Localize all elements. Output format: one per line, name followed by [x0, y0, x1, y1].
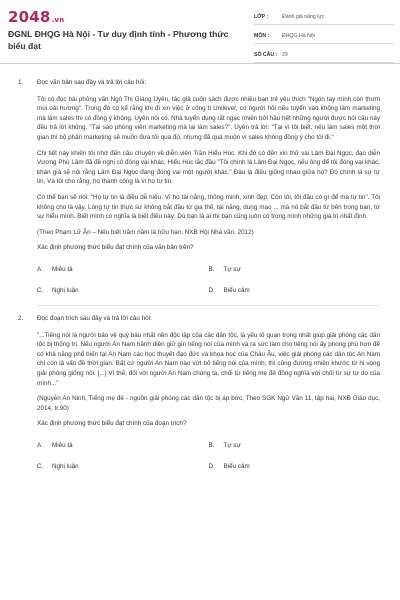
option-text: Nghị luận	[52, 462, 79, 470]
option-letter: C.	[37, 286, 44, 294]
option-letter: B.	[208, 265, 215, 273]
meta-key: MÔN :	[254, 33, 270, 39]
option-letter: B.	[208, 442, 215, 450]
option-text: Biểu cảm	[223, 462, 250, 470]
option-c[interactable]	[37, 286, 209, 296]
meta-value: ĐHQG Hà Nội	[282, 33, 315, 39]
passage-source: (Nguyễn An Ninh, Tiếng mẹ đẻ - nguồn giải phóng các dân tộc bị áp bức, Theo SGK Ngữ Văn 11, tập hai, NXB Giáo dục, 2014, tr.90)	[37, 395, 380, 412]
header-divider	[0, 63, 400, 64]
option-letter: A.	[37, 265, 43, 273]
answer-options	[37, 265, 380, 295]
passage-paragraph: Tôi có đọc bài phỏng vấn Ngô Thị Giáng Uyên, tác giả cuốn sách được nhiều bạn trẻ yêu thích "Ngón tay mình còn thơm mùi oải hương". Trong đó có kể rằng khi đi xin việc ở công ti Unilever, có người hỏi nếu tuyển vào không làm marketing mà làm sales thì có đồng ý không. Uyên nói có. Nhà tuyển dụng rất ngạc nhiên bởi hầu hết những người được hỏi câu này đều trả lời không. "Tại sao phóng viên marketing mà lại làm sales?". Uyên trả lời: "Tại vì tôi biết, nếu làm sales một thời gian thì bộ phận marketing sẽ muốn đưa tôi qua đó, nhưng đã quá muộn vì sales không đồng ý cho tôi đi."	[37, 95, 380, 141]
passage-paragraph: "...Tiếng nói là người bảo vệ quý báu nhất nền độc lập của các dân tộc, là yếu tố quan trọng nhất giúp giải phóng các dân tộc bị thống trị. Nếu người An Nam hãnh diện giữ gìn tiếng nói của mình và ra sức làm cho tiếng nói ấy phong phú hơn để có khả năng phổ biến tại An Nam các học thuyết đạo đức và khoa học của Châu Âu, việc giải phóng các dân tộc An Nam chỉ còn là vấn đề thời gian. Bất cứ người An Nam nào vứt bỏ tiếng nói của mình, thì cũng đương nhiên khước từ hi vọng giải phóng giống nòi. [...] Vì thế, đối với người An Nam chúng ta, chối từ tiếng mẹ đẻ đồng nghĩa với chối từ sự tự do của mình..."	[37, 331, 380, 387]
option-letter: D.	[208, 462, 215, 470]
exam-meta	[254, 10, 394, 67]
question-2	[0, 306, 400, 471]
meta-key: LỚP :	[254, 14, 269, 20]
option-text: Miêu tả	[52, 265, 73, 273]
site-logo[interactable]	[8, 8, 64, 26]
option-d[interactable]	[209, 286, 381, 296]
passage-paragraph: Chi tiết này khiến tôi nhớ đến câu chuyện về diễn viên Trần Hiểu Húc. Khi đó có đến xin thử vai Lâm Đại Ngọc, đạo diễn Vương Phù Lâm đã đề nghị cô đóng vai khác. Hiểu Húc lắc đầu "Tôi chính là Lâm Đại Ngọc, nếu ông để tôi đóng vai khác, khán giả sẽ nói rằng Lâm Đại Ngọc đang đóng vai một người khác." Đâu là điều giống nhau giữa họ? Đó chính là sự tự tin. Và tôi cho rằng, họ thành công là vì họ tự tin.	[37, 149, 380, 186]
option-letter: D.	[208, 286, 215, 294]
question-text: Xác định phương thức biểu đạt chính của văn bản trên?	[37, 244, 194, 252]
passage-source: (Theo Phạm Lữ Ân – Nếu biết trăm năm là hữu hạn, NXB Hội Nhà văn, 2012)	[37, 228, 254, 236]
question-number: 1.	[18, 79, 24, 86]
meta-value: 29	[282, 52, 288, 58]
option-text: Biểu cảm	[223, 286, 250, 294]
question-list	[0, 70, 400, 481]
page-header	[0, 0, 400, 62]
question-1	[0, 70, 400, 306]
option-text: Miêu tả	[52, 442, 73, 450]
option-a[interactable]	[37, 441, 209, 451]
option-d[interactable]	[209, 462, 381, 472]
option-text: Tự sự	[223, 442, 241, 450]
logo-suffix: .vn	[51, 16, 65, 24]
exam-title: ĐGNL ĐHQG Hà Nội - Tư duy định tính - Phương thức biểu đạt	[8, 29, 229, 51]
logo-text: 2048	[8, 8, 51, 26]
option-text: Tự sự	[223, 265, 241, 273]
option-c[interactable]	[37, 462, 209, 472]
meta-row-subject	[254, 29, 394, 44]
passage-paragraph: Có thể bạn sẽ nói: "Họ tự tin là điều dễ hiểu. Vì họ tài năng, thông minh, xinh đẹp. Còn tôi, tôi đâu có gì để mà tự tin". Tôi không cho là vậy. Lòng tự tin thực sự không bắt đầu từ gia thế, tài năng, dung mạo ... mà nó bắt đầu từ bên trong bạn, từ sự hiểu mình. Biết mình có nghĩa là biết điều này: Dù bạn là ai thì bạn cũng luôn có trong mình những giá trị nhất định.	[37, 193, 380, 221]
option-letter: C.	[37, 462, 44, 470]
option-letter: A.	[37, 442, 43, 450]
meta-value: Đánh giá năng lực	[282, 14, 325, 20]
meta-row-count	[254, 48, 394, 63]
meta-row-class	[254, 10, 394, 25]
question-prompt: Đọc đoạn trích sau đây và trả lời câu hỏi:	[37, 315, 152, 323]
option-a[interactable]	[37, 265, 209, 275]
question-text: Xác định phương thức biểu đạt chính của đoạn trích?	[37, 420, 187, 428]
meta-key: SỐ CÂU :	[254, 52, 278, 58]
option-text: Nghị luận	[52, 286, 79, 294]
answer-options	[37, 441, 380, 471]
question-number: 2.	[18, 315, 24, 323]
question-prompt: Đọc văn bản sau đây và trả lời câu hỏi:	[37, 79, 147, 86]
option-b[interactable]	[209, 441, 381, 451]
option-b[interactable]	[209, 265, 381, 275]
